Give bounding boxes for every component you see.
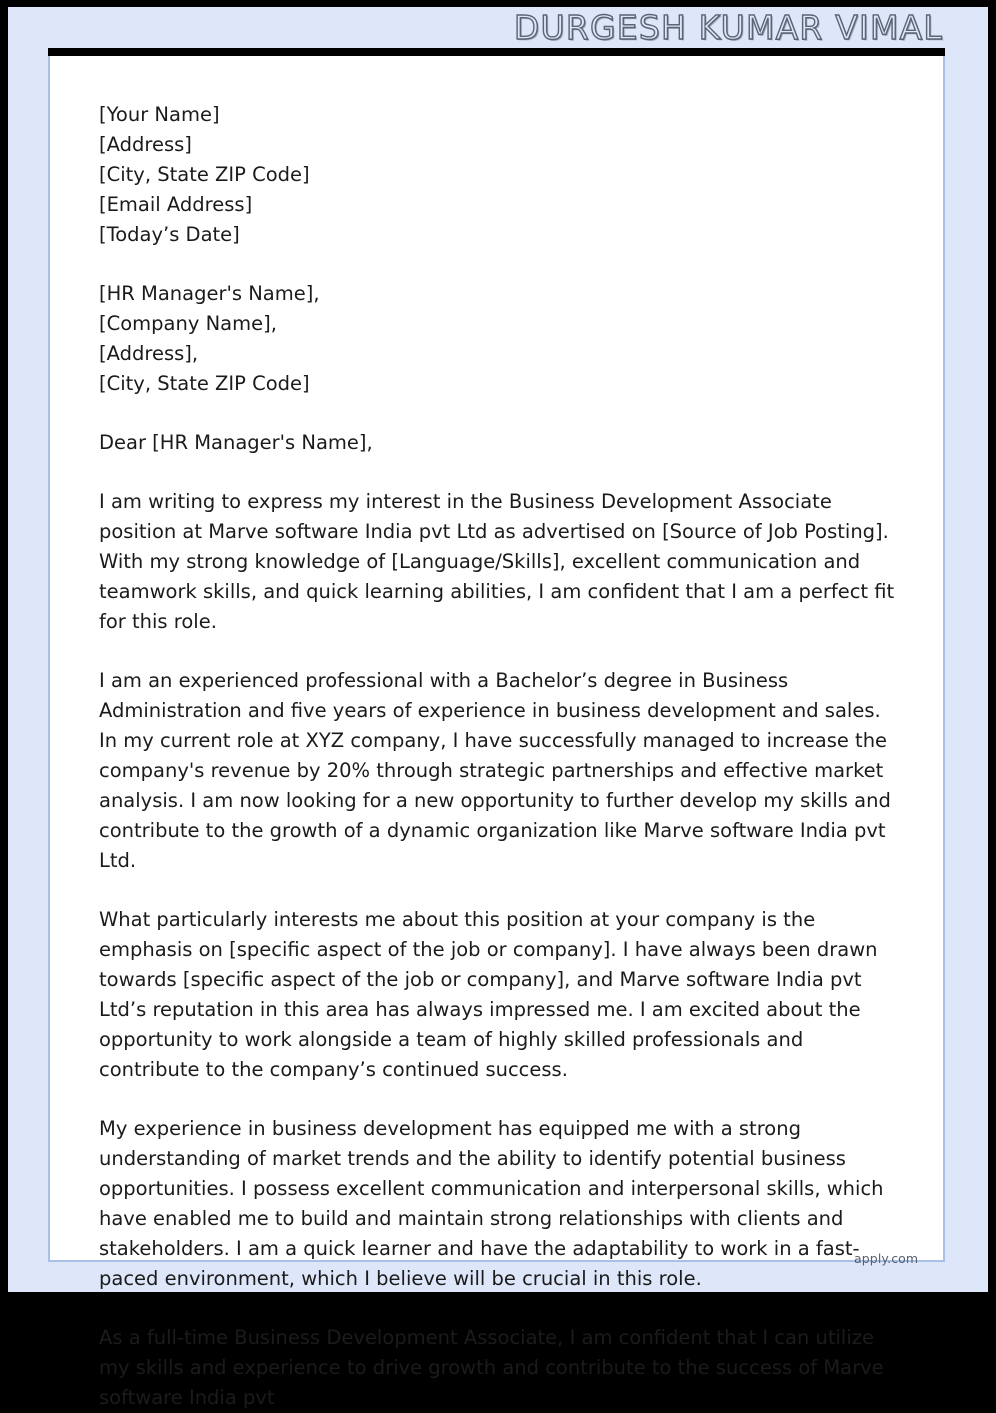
sender-address-line: [City, State ZIP Code] xyxy=(99,163,310,186)
letterhead-header xyxy=(8,7,988,48)
recipient-address-line: [HR Manager's Name], xyxy=(99,282,320,305)
site-watermark: apply.com xyxy=(854,1251,919,1266)
recipient-address-line: [City, State ZIP Code] xyxy=(99,372,310,395)
salutation-line: Dear [HR Manager's Name], xyxy=(99,431,373,454)
page-backdrop xyxy=(8,7,988,1409)
recipient-address-block xyxy=(99,279,953,399)
cover-letter-body xyxy=(48,56,953,1413)
body-paragraph: I am writing to express my interest in the Business Development Associate position at Marve software India pvt Ltd as advertised on [Source of Job Posting]. With my strong knowledge of [Language/Skills], excellent communication and teamwork skills, and quick learning abilities, I am confident that I am a perfect fit for this role. xyxy=(99,490,895,633)
body-paragraph: As a full-time Business Development Associate, I am confident that I can utilize my skills and experience to drive growth and contribute to the success of Marve software India pvt xyxy=(99,1326,884,1409)
sender-address-block xyxy=(99,100,953,250)
body-paragraph: My experience in business development has equipped me with a strong understanding of market trends and the ability to identify potential business opportunities. I possess excellent communication and interpersonal skills, which have enabled me to build and maintain strong relationships with clients and stakeholders. I am a quick learner and have the adaptability to work in a fast-paced environment, which I believe will be crucial in this role. xyxy=(99,1117,884,1290)
recipient-address-line: [Address], xyxy=(99,342,199,365)
header-divider-rule xyxy=(48,48,945,56)
sender-address-line: [Today’s Date] xyxy=(99,223,240,246)
recipient-address-line: [Company Name], xyxy=(99,312,277,335)
body-paragraph: What particularly interests me about this position at your company is the emphasis on [specific aspect of the job or company]. I have always been drawn towards [specific aspect of the job or company], and Marve software India pvt Ltd’s reputation in this area has always impressed me. I am excited about the opportunity to work alongside a team of highly skilled professionals and contribute to the company’s continued success. xyxy=(99,908,878,1081)
sender-address-line: [Email Address] xyxy=(99,193,253,216)
sender-address-line: [Address] xyxy=(99,133,192,156)
body-paragraph: I am an experienced professional with a Bachelor’s degree in Business Administration and five years of experience in business development and sales. In my current role at XYZ company, I have successfully managed to increase the company's revenue by 20% through strategic partnerships and effective market analysis. I am now looking for a new opportunity to further develop my skills and contribute to the growth of a dynamic organization like Marve software India pvt Ltd. xyxy=(99,669,891,872)
candidate-name-title: DURGESH KUMAR VIMAL xyxy=(513,8,943,47)
sender-address-line: [Your Name] xyxy=(99,103,220,126)
